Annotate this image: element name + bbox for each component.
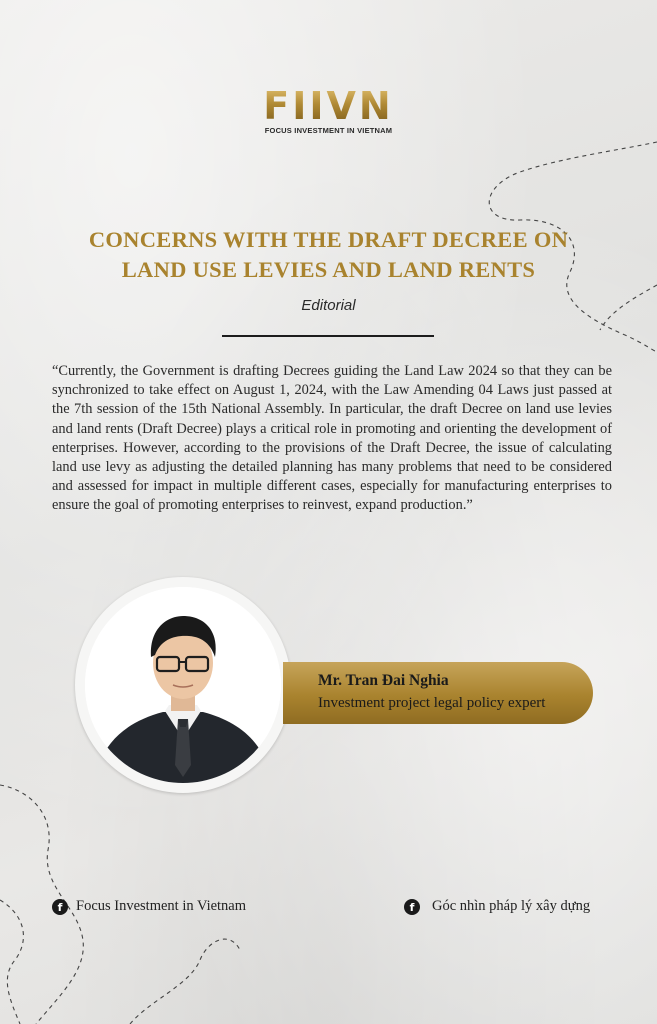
social-link-left[interactable] — [52, 898, 246, 915]
facebook-icon: f — [52, 899, 68, 915]
section-label: Editorial — [301, 297, 356, 314]
brand-logo — [0, 86, 657, 135]
author-portrait-illustration — [85, 587, 281, 783]
author-role: Investment project legal policy expert — [318, 695, 546, 711]
social-right-label: Góc nhìn pháp lý xây dựng — [432, 898, 591, 914]
title-divider — [222, 335, 434, 337]
title-line-2: LAND USE LEVIES AND LAND RENTS — [121, 257, 536, 282]
social-link-right[interactable] — [404, 898, 590, 915]
social-left-label: Focus Investment in Vietnam — [76, 898, 247, 914]
title-line-1: CONCERNS WITH THE DRAFT DECREE ON — [88, 227, 569, 252]
article-quote: “Currently, the Government is drafting Decrees guiding the Land Law 2024 so that they can be synchronized to take effect on August 1, 2024, with the Law Amending 04 Laws just passed at the 7th session of the 15th National Assembly. In particular, the draft Decree on land use levies and land rents (Draft Decree) plays a critical role in promoting and orienting the development of enterprises. However, according to the provisions of the Draft Decree, the issue of calculating land use levy as adjusting the detailed planning has many problems that need to be considered and assessed for impact in multiple different cases, especially for manufacturing enterprises to ensure the goal of promoting enterprises to reinvest, expand production.” — [52, 363, 612, 514]
logo-tagline: FOCUS INVESTMENT IN VIETNAM — [264, 126, 393, 135]
facebook-icon: f — [404, 899, 420, 915]
logo-mark: FIIVN — [0, 86, 657, 126]
article-title — [30, 225, 627, 285]
author-photo-frame — [75, 577, 291, 793]
author-photo — [85, 587, 281, 783]
author-name: Mr. Tran Đai Nghia — [318, 672, 449, 689]
